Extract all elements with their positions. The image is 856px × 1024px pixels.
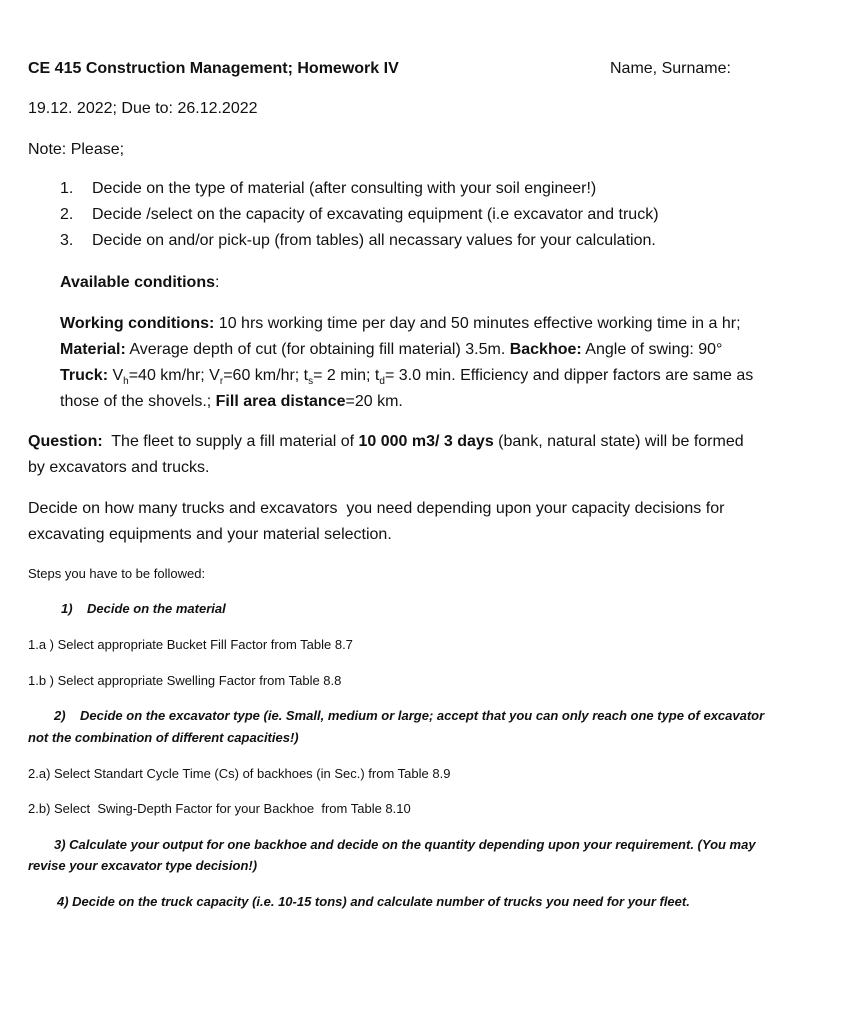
list-item-number: 2. [60,206,74,223]
step-1: 1) Decide on the material [61,601,226,616]
list-item-number: 3. [60,232,74,249]
step-1b: 1.b ) Select appropriate Swelling Factor from Table 8.8 [28,673,342,688]
list-item-number: 1. [60,180,74,197]
decide-line-1: Decide on how many trucks and excavators you need depending upon your capacity decisions for [28,500,725,517]
backhoe-label: Backhoe: [509,341,582,358]
material-label: Material: [60,341,126,358]
material-text: Average depth of cut (for obtaining fill material) 3.5m. [125,341,510,358]
truck-td-subscript: d [379,376,385,388]
step-2-line-2: not the combination of different capacities!) [28,730,299,745]
working-conditions-label: Working conditions: [60,315,215,332]
truck-vh-value: =40 km/hr; V [128,367,220,384]
truck-vr-subscript: r [219,376,224,388]
truck-td-value: = 3.0 min. Efficiency and dipper factors are same as [384,367,754,384]
list-item [60,180,820,206]
step-2-line-1: 2) Decide on the excavator type (ie. Small, medium or large; accept that you can only reach one type of excavator [54,708,765,723]
truck-vh: V [108,367,124,384]
dates-line: 19.12. 2022; Due to: 26.12.2022 [28,100,258,117]
truck-line [60,367,753,387]
working-conditions-text: 10 hrs working time per day and 50 minutes effective working time in a hr; [214,315,741,332]
task-list [60,180,820,258]
fill-area-label: Fill area distance [215,393,346,410]
working-conditions-line [60,315,741,333]
list-item [60,206,820,232]
question-label: Question: [28,433,103,450]
step-4: 4) Decide on the truck capacity (i.e. 10-15 tons) and calculate number of trucks you need for your fleet. [57,894,690,909]
shovels-text: those of the shovels.; [60,393,216,410]
homework-title: CE 415 Construction Management; Homework IV [28,60,399,77]
step-2a: 2.a) Select Standart Cycle Time (Cs) of backhoes (in Sec.) from Table 8.9 [28,766,451,781]
truck-ts-value: = 2 min; t [313,367,380,384]
list-item-text: Decide /select on the capacity of excavating equipment (i.e excavator and truck) [92,206,659,223]
truck-label: Truck: [60,367,109,384]
step-3-line-1: 3) Calculate your output for one backhoe and decide on the quantity depending upon your requirement. (You may [54,837,756,852]
list-item [60,232,820,258]
shovels-line [60,393,403,411]
list-item-text: Decide on and/or pick-up (from tables) all necassary values for your calculation. [92,232,656,249]
truck-vr-value: =60 km/hr; t [223,367,309,384]
question-text-1: The fleet to supply a fill material of [102,433,359,450]
question-amount: 10 000 m3/ 3 days [358,433,494,450]
truck-vh-subscript: h [123,376,129,388]
name-surname-label: Name, Surname: [610,60,731,77]
available-conditions-label: Available conditions [60,274,215,291]
backhoe-text: Angle of swing: 90° [581,341,723,358]
list-item-text: Decide on the type of material (after consulting with your soil engineer!) [92,180,597,197]
truck-ts-subscript: s [308,376,314,388]
material-line [60,341,722,359]
question-text-2: (bank, natural state) will be formed [493,433,744,450]
steps-intro: Steps you have to be followed: [28,566,206,581]
step-3-line-2: revise your excavator type decision!) [28,858,258,873]
step-2b: 2.b) Select Swing-Depth Factor for your Backhoe from Table 8.10 [28,801,411,816]
decide-line-2: excavating equipments and your material selection. [28,526,392,543]
question-line [28,433,744,451]
note-line: Note: Please; [28,141,125,158]
fill-area-text: =20 km. [345,393,403,410]
available-conditions-heading [60,274,219,292]
heading-colon: : [215,274,220,291]
question-line-2: by excavators and trucks. [28,459,210,476]
step-1a: 1.a ) Select appropriate Bucket Fill Factor from Table 8.7 [28,637,353,652]
